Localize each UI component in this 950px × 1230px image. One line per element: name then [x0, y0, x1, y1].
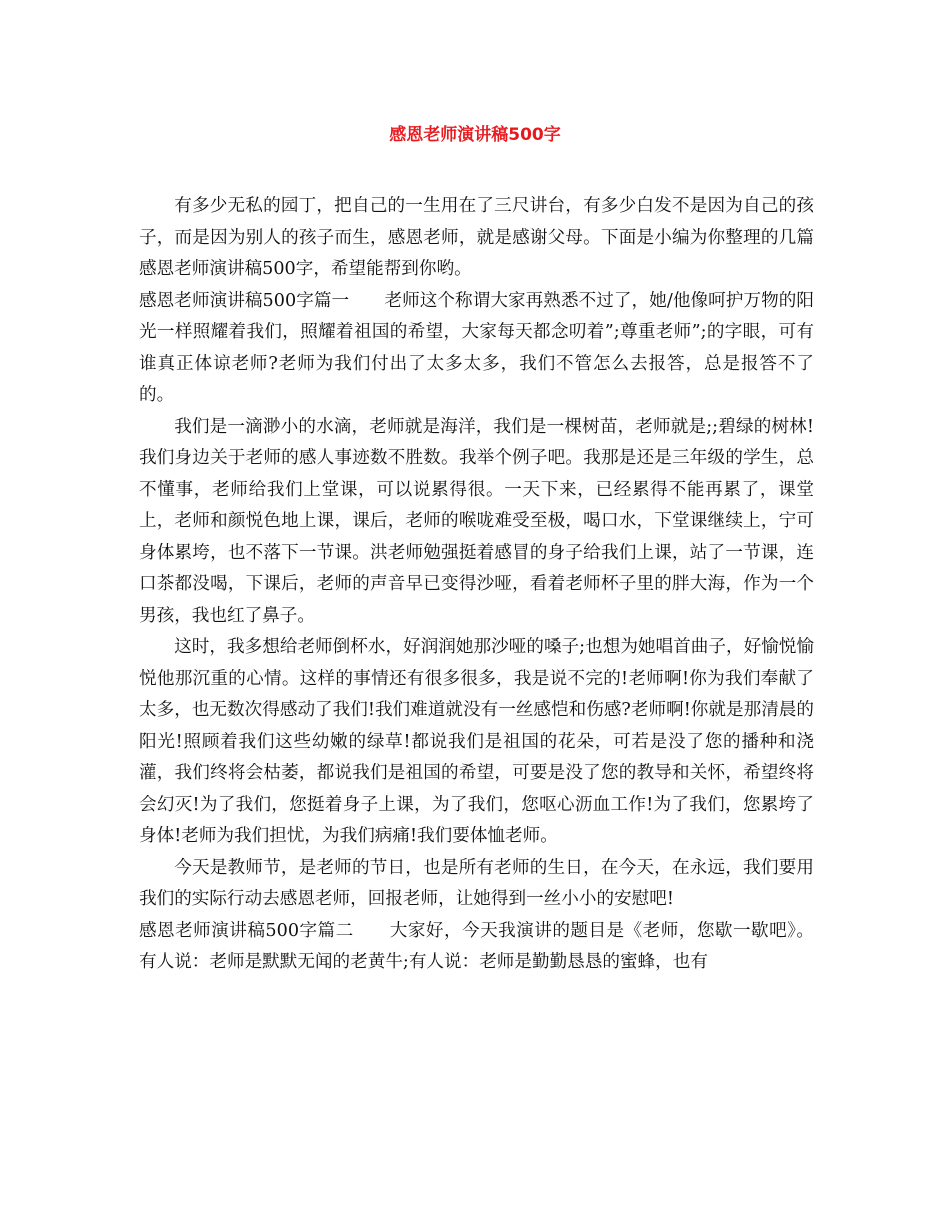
- paragraph-speech-one-opening: 感恩老师演讲稿500字篇一 老师这个称谓大家再熟悉不过了，她/他像呵护万物的阳光一样照耀着我们，照耀着祖国的希望，大家每天都念叨着”;尊重老师”;的字眼，可有谁真正体谅老师?老师为我们付出了太多太多，我们不管怎么去报答，总是报答不了的。: [139, 290, 814, 405]
- paragraph-speech-one-reflection: 这时，我多想给老师倒杯水，好润润她那沙哑的嗓子;也想为她唱首曲子，好愉悦愉悦他那沉重的心情。这样的事情还有很多很多，我是说不完的!老师啊!你为我们奉献了太多，也无数次得感动了我们!我们难道就没有一丝感恺和伤感?老师啊!你就是那清晨的阳光!照顾着我们这些幼嫩的绿草!都说我们是祖国的花朵，可若是没了您的播种和浇灌，我们终将会枯萎，都说我们是祖国的希望，可要是没了您的教导和关怀，希望终将会幻灭!为了我们，您挺着身子上课，为了我们，您呕心沥血工作!为了我们，您累垮了身体!老师为我们担忧，为我们病痛!我们要体恤老师。: [139, 637, 814, 846]
- paragraph-speech-one-closing: 今天是教师节，是老师的节日，也是所有老师的生日，在今天，在永远，我们要用我们的实际行动去感恩老师，回报老师，让她得到一丝小小的安慰吧!: [139, 857, 814, 909]
- paragraph-speech-one-story: 我们是一滴渺小的水滴，老师就是海洋，我们是一棵树苗，老师就是;;碧绿的树林!我们身边关于老师的感人事迹数不胜数。我举个例子吧。我那是还是三年级的学生，总不懂事，老师给我们上堂课，可以说累得很。一天下来，已经累得不能再累了，课堂上，老师和颜悦色地上课，课后，老师的喉咙难受至极，喝口水，下堂课继续上，宁可身体累垮，也不落下一节课。洪老师勉强挺着感冒的身子给我们上课，站了一节课，连口茶都没喝，下课后，老师的声音早已变得沙哑，看着老师杯子里的胖大海，作为一个男孩，我也红了鼻子。: [139, 416, 814, 626]
- paragraph-intro: 有多少无私的园丁，把自己的一生用在了三尺讲台，有多少白发不是因为自己的孩子，而是因为别人的孩子而生，感恩老师，就是感谢父母。下面是小编为你整理的几篇感恩老师演讲稿500字，希望能帮到你哟。: [139, 196, 814, 279]
- document-title: 感恩老师演讲稿500字: [389, 125, 561, 145]
- document-body: [139, 191, 814, 979]
- paragraph-speech-two-opening: 感恩老师演讲稿500字篇二 大家好，今天我演讲的题目是《老师，您歇一歇吧》。有人说：老师是默默无闻的老黄牛;有人说：老师是勤勤恳恳的蜜蜂，也有: [139, 920, 814, 972]
